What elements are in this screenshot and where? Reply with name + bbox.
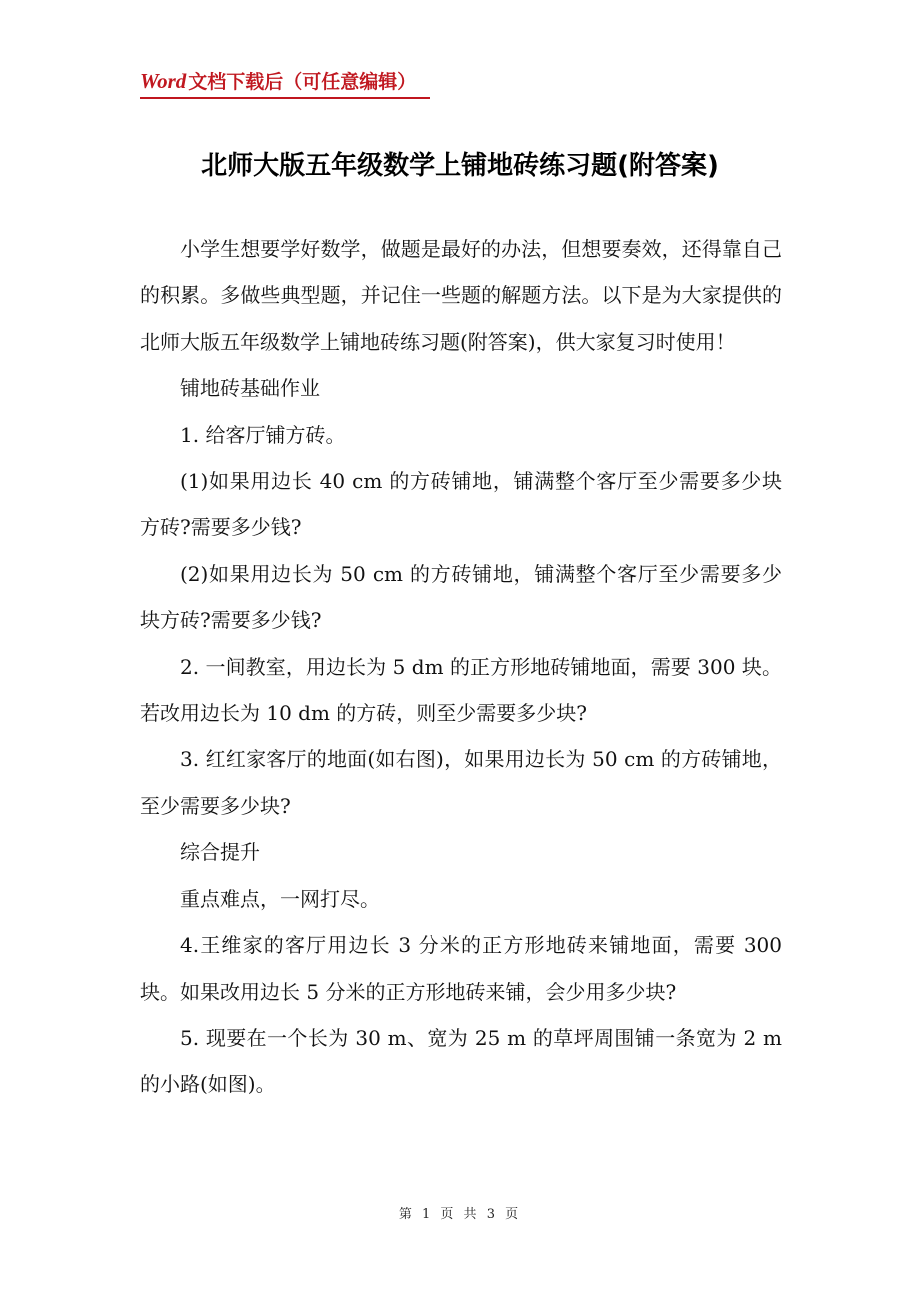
banner-text: 文档下载后（可任意编辑） — [188, 71, 417, 93]
intro-paragraph: 小学生想要学好数学，做题是最好的办法，但想要奏效，还得靠自己的积累。多做些典型题，并记住一些题的解题方法。以下是为大家提供的北师大版五年级数学上铺地砖练习题(附答案)，供大家复习时使用！ — [140, 237, 782, 354]
question-3: 3. 红红家客厅的地面(如右图)，如果用边长为 50 cm 的方砖铺地，至少需要多少块? — [140, 747, 782, 818]
question-2: 2. 一间教室，用边长为 5 dm 的正方形地砖铺地面，需要 300 块。若改用边长为 10 dm 的方砖，则至少需要多少块? — [140, 654, 782, 726]
section-heading-basic: 铺地砖基础作业 — [180, 376, 320, 401]
question-1: 1. 给客厅铺方砖。 — [180, 422, 346, 447]
page-number: 第 1 页 共 3 页 — [398, 1207, 522, 1222]
download-banner — [140, 66, 430, 99]
document-body — [140, 226, 782, 1108]
question-1-part-2: (2)如果用边长为 50 cm 的方砖铺地，铺满整个客厅至少需要多少块方砖?需要多少钱? — [140, 561, 782, 633]
question-5: 5. 现要在一个长为 30 m、宽为 25 m 的草坪周围铺一条宽为 2 m 的小路(如图)。 — [140, 1025, 782, 1097]
banner-word-mark: Word — [140, 69, 187, 93]
question-1-part-1: (1)如果用边长 40 cm 的方砖铺地，铺满整个客厅至少需要多少块方砖?需要多少钱? — [140, 469, 782, 540]
document-title: 北师大版五年级数学上铺地砖练习题(附答案) — [201, 151, 719, 181]
section-subheading: 重点难点，一网打尽。 — [180, 886, 380, 911]
section-heading-advanced: 综合提升 — [180, 840, 260, 865]
question-4: 4.王维家的客厅用边长 3 分米的正方形地砖来铺地面，需要 300 块。如果改用边长 5 分米的正方形地砖来铺，会少用多少块? — [140, 933, 782, 1004]
